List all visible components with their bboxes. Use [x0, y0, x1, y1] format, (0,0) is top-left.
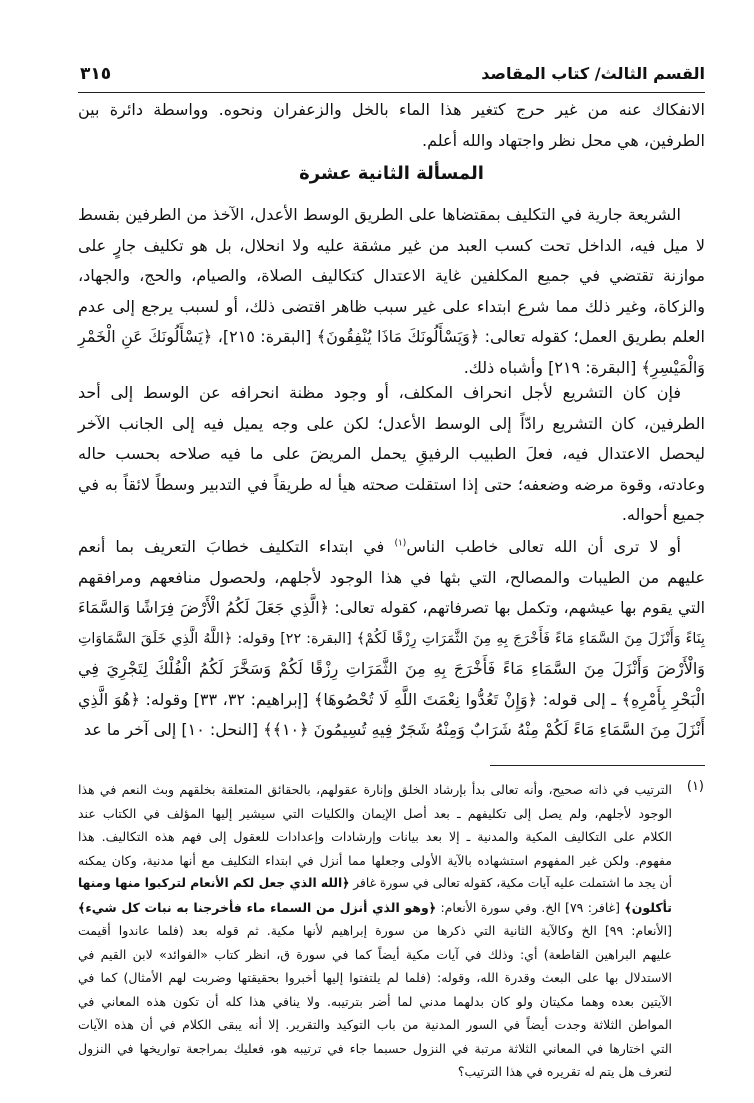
text-line — [78, 715, 705, 746]
text-line — [78, 532, 705, 563]
text-line — [78, 409, 705, 440]
footnote-number: (١) — [686, 779, 704, 794]
text-line — [78, 966, 672, 990]
paragraph-1 — [78, 95, 705, 156]
text-segment: جميع أحواله. — [621, 505, 705, 524]
paragraph-2 — [78, 200, 705, 383]
text-line — [78, 919, 672, 943]
text-segment: أن يجد ما اشتملت عليه آيات مكية، كقوله تعالى في سورة غافر — [349, 876, 672, 890]
text-segment: الترتيب في ذاته صحيح، وأنه تعالى بدأ بإرشاد الخلق وإنارة عقولهم، بالحقائق المتعلقة بخلقهم وبث النعم في هذا — [78, 782, 672, 797]
text-line — [78, 1060, 672, 1084]
section-heading: المسألة الثانية عشرة — [299, 163, 484, 184]
text-line — [78, 231, 705, 262]
text-segment: موازنة تقتضي في جميع المكلفين غاية الاعتدال كتكاليف الصلاة، والصيام، والحج، والجهاد، — [78, 266, 705, 285]
text-segment: الانفكاك عنه من غير حرج كتغير هذا الماء بالخل والزعفران ونحوه. وواسطة دائرة بين — [78, 100, 705, 119]
text-line — [78, 126, 705, 157]
page-number: ٣١٥ — [80, 64, 112, 84]
paragraph-3 — [78, 378, 705, 531]
quran-quote: ﴿وهو الذي أنزل من السماء ماء فأخرجنا به نبات كل شيء﴾ — [78, 899, 437, 915]
text-segment: التي اختارها في المعاني الثلاثة مرتبة في النزول حسبما جاء في ترتيبه هو، فعليك بمراجعة تواريخها في النزول — [78, 1040, 672, 1056]
text-line — [78, 802, 672, 826]
footnote-divider — [490, 765, 705, 766]
quran-quote: ﴿الله الذي جعل لكم الأنعام لتركبوا منها ومنها — [78, 876, 350, 890]
text-line — [78, 849, 672, 873]
text-line — [78, 872, 672, 896]
text-line — [78, 624, 705, 655]
header-divider — [78, 92, 705, 93]
text-line — [78, 292, 705, 323]
text-segment: بِنَاءً وَأَنْزَلَ مِنَ السَّمَاءِ مَاءً فَأَخْرَجَ بِهِ مِنَ الثَّمَرَاتِ رِزْقًا لَكُمْ﴾ [البقرة: ٢٢] وقوله: ﴿اللَّهُ الَّذِي خَلَقَ السَّمَاوَاتِ — [78, 630, 705, 647]
text-segment: الكلام على التكاليف المكية والمدنية ـ إلا بعد بيانات وإرشادات وإعدادات للعقول إلى فهم هذه التكاليف. هذا — [78, 829, 672, 844]
text-segment: العلم بطريق العمل؛ كقوله تعالى: ﴿وَيَسْأَلُونَكَ مَاذَا يُنْفِقُونَ﴾ [البقرة: ٢١٥]، ﴿يَسْأَلُونَكَ عَنِ الْخَمْرِ — [78, 327, 706, 346]
text-line — [78, 322, 705, 353]
text-segment: في ابتداء التكليف خطابَ التعريف بما أنعم — [78, 537, 395, 556]
text-segment: الوجود لأجلهم، ولم يصل إلى تكليفهم ـ بعد أصل الإيمان والكليات التي سيشير إليها المؤلف في الكتاب عند — [78, 805, 672, 821]
text-segment: عليهم البراهين القاطعة) أي: وذلك في آيات مكية أيضاً كما في سورة ق، انظر كتاب «الفوائد» لابن القيم في — [78, 946, 672, 962]
text-line — [78, 1037, 672, 1061]
text-segment: عليهم من الطيبات والمصالح، التي بثها في هذا الوجود لأجلهم، ولحصول منافعهم ومرافقهم — [78, 567, 705, 587]
text-line — [78, 261, 705, 292]
text-line — [78, 470, 705, 501]
text-line — [78, 439, 705, 470]
text-line — [78, 990, 672, 1014]
text-segment: لتعرف هل يتم له تقريره في هذا الترتيب؟ — [457, 1064, 672, 1079]
text-line — [78, 563, 705, 594]
text-segment: [الأنعام: ٩٩] الخ وكالآية الثانية التي ذكرها من سورة إبراهيم لأنها مكية. ثم قوله بعد (فلما عاندوا أقيمت — [78, 923, 672, 938]
text-segment: الطرفين، هي محل نظر واجتهاد والله أعلم. — [421, 130, 705, 150]
text-segment: أو لا ترى أن الله تعالى خاطب الناس — [406, 537, 681, 556]
text-segment: ليحصل الاعتدال فيه، فعلَ الطبيب الرفيقِ يحمل المريضَ على ما فيه صلاحه بحسب حاله — [78, 444, 705, 463]
text-segment: الاستدلال بها على البعث وقدرة الله، وقوله: (فلما لم يلتفتوا إليها أخبروا بحقيقتها وضربت لهم الأمثال) كما في — [78, 970, 672, 985]
text-segment: والزكاة، وغير ذلك مما شرع ابتداء على غير سبب ظاهر اقتضى ذلك، أو لسبب يرجع إلى عدم — [78, 296, 705, 316]
text-line — [78, 593, 705, 624]
text-segment: الشريعة جارية في التكليف بمقتضاها على الطريق الوسط الأعدل، الآخذ من الطرفين بقسط — [78, 205, 681, 224]
text-segment: لا ميل فيه، الداخل تحت كسب العبد من غير مشقة عليه ولا انحلال، بل هو تكليف جارٍ على — [78, 235, 705, 255]
text-line — [78, 200, 705, 231]
text-segment: وعادته، وقوة مرضه وضعفه؛ حتى إذا استقلت صحته هيأ له طريقاً في التدبير وسطاً لائقاً به في — [78, 474, 705, 494]
text-line — [78, 943, 672, 967]
text-line — [78, 685, 705, 716]
footnote-reference: (١) — [394, 538, 407, 549]
quran-quote: تأكلون﴾ — [624, 899, 672, 915]
text-line — [78, 95, 705, 126]
text-line — [78, 1013, 672, 1037]
running-header-title: القسم الثالث/ كتاب المقاصد — [481, 64, 705, 83]
text-line — [78, 378, 705, 409]
text-line — [78, 500, 705, 531]
text-segment: وَالْأَرْضَ وَأَنْزَلَ مِنَ السَّمَاءِ مَاءً فَأَخْرَجَ بِهِ مِنَ الثَّمَرَاتِ رِزْقًا لَكُمْ وَسَخَّرَ لَكُمُ الْفُلْكَ لِتَجْرِيَ فِي — [78, 659, 705, 678]
text-segment: مفهوم. ولكن غير المفهوم استشهاده بالآية الأولى وجعلها مما أنزل في ابتداء التكليف مع أنها مدنية، وكان يمكنه — [78, 852, 672, 868]
text-segment: التي يقوم بها عيشهم، وتكمل بها تصرفاتهم، كقوله تعالى: ﴿الَّذِي جَعَلَ لَكُمُ الْأَرْضَ فِرَاشًا وَالسَّمَاءَ — [78, 598, 705, 617]
text-line — [78, 896, 672, 920]
text-segment: الطرفين، كان التشريع رادّاً إلى الوسط الأعدل؛ لكن على وجه يميل فيه إلى الجانب الآخر — [78, 413, 705, 433]
text-segment: أَنْزَلَ مِنَ السَّمَاءِ مَاءً لَكُمْ مِنْهُ شَرَابٌ وَمِنْهُ شَجَرٌ فِيهِ تُسِيمُونَ ﴿١٠﴾﴾ [النحل: ١٠] إلى آخر ما عد — [83, 720, 705, 739]
text-segment: الآيتين بعده وهما مكيتان ولو كان بدلهما مدني لما أضر بترتيبه. ولا ينافي هذا كله أن تكون هذه المعاني في — [78, 993, 672, 1009]
text-segment: وَالْمَيْسِرِ﴾ [البقرة: ٢١٩] وأشباه ذلك. — [463, 357, 705, 377]
text-segment: الْبَحْرِ بِأَمْرِهِ﴾ ـ إلى قوله: ﴿وَإِنْ تَعُدُّوا نِعْمَتَ اللَّهِ لَا تُحْصُوهَا﴾ [إبراهيم: ٣٢، ٣٣] وقوله: ﴿هُوَ الَّذِي — [78, 689, 706, 709]
text-segment: فإن كان التشريع لأجل انحراف المكلف، أو وجود مظنة انحرافه عن الوسط إلى أحد — [78, 383, 681, 402]
paragraph-4 — [78, 532, 705, 746]
text-line — [78, 654, 705, 685]
footnote-text — [78, 778, 672, 1084]
text-segment: [غافر: ٧٩] الخ. وفي سورة الأنعام: — [436, 899, 625, 915]
text-segment: المواطن الثلاثة وجدت أيضاً في السور المدنية من باب التوكيد والتقرير. إلا أنه يبقى الكلام في أن هذه الآيات — [78, 1017, 672, 1032]
text-line — [78, 825, 672, 849]
text-line — [78, 778, 672, 802]
